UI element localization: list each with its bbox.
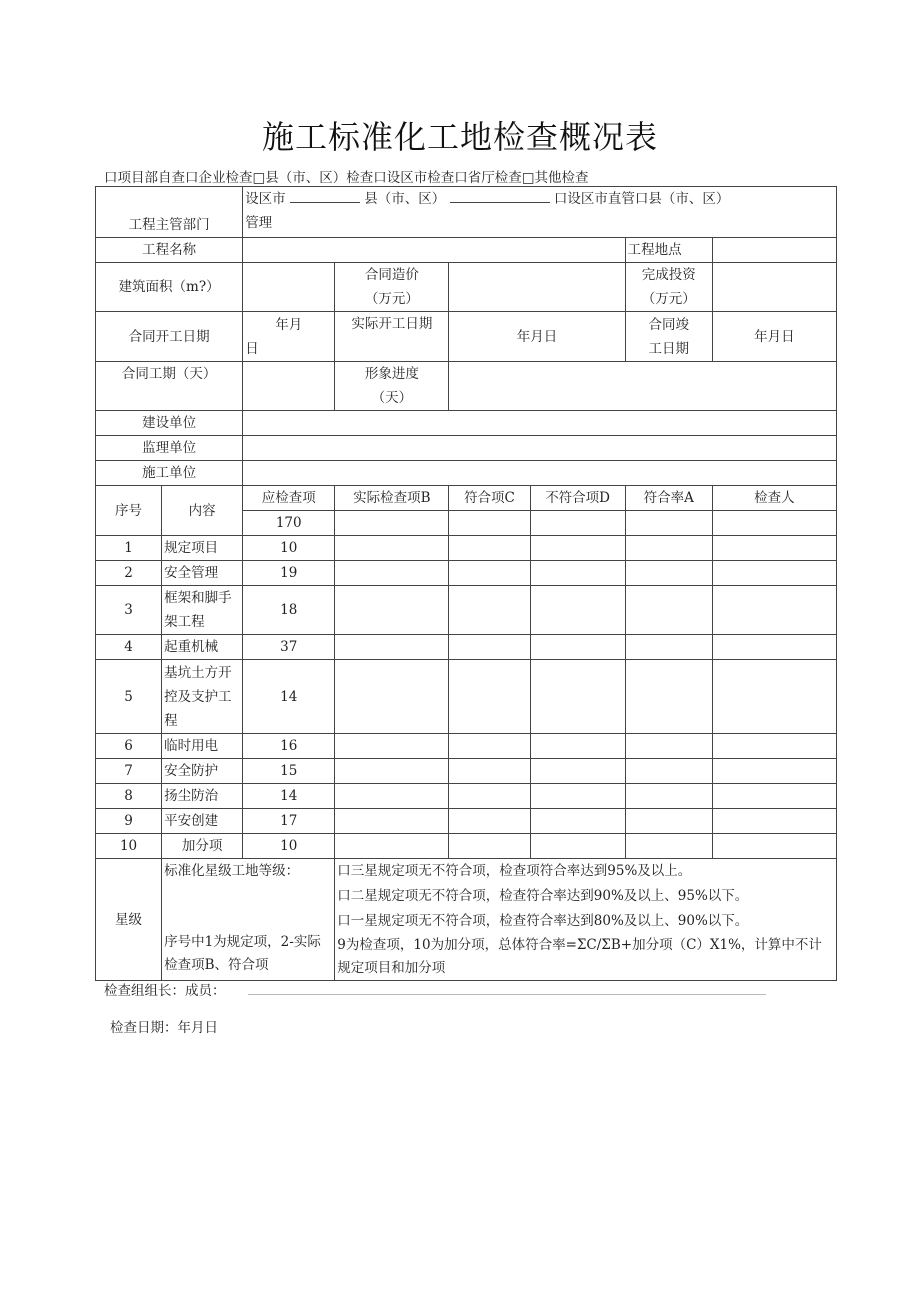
row-content: 起重机械	[162, 635, 243, 660]
contract-start-d: 日	[245, 340, 259, 357]
inspection-team-line: 检查组组长：成员：	[104, 983, 226, 999]
supervisor-row	[96, 436, 837, 461]
contract-cost-field[interactable]	[449, 263, 625, 312]
row-noncompliant[interactable]	[530, 635, 625, 660]
row-noncompliant[interactable]	[530, 586, 625, 635]
star-note: 序号中1为规定项，2-实际检查项B、符合项	[164, 934, 321, 973]
row-noncompliant[interactable]	[530, 809, 625, 834]
row-compliant[interactable]	[449, 834, 530, 859]
contractor-row	[96, 461, 837, 486]
row-actual[interactable]	[335, 809, 449, 834]
table-row	[96, 759, 837, 784]
completed-invest-field[interactable]	[712, 263, 836, 312]
row-compliant[interactable]	[449, 536, 530, 561]
row-inspector[interactable]	[712, 809, 836, 834]
col-actual: 实际检查项B	[335, 486, 449, 511]
row-seq: 6	[96, 734, 162, 759]
contract-start-field[interactable]	[243, 312, 335, 362]
contractor-label: 施工单位	[96, 461, 243, 486]
col-seq: 序号	[96, 486, 162, 536]
completed-invest-text: 完成投资	[641, 267, 696, 283]
table-row	[96, 660, 837, 734]
rate-total-cell[interactable]	[625, 511, 712, 536]
area-field[interactable]	[243, 263, 335, 312]
dept-county-label: 县（市、区）	[364, 191, 446, 207]
row-actual[interactable]	[335, 734, 449, 759]
col-compliant: 符合项C	[449, 486, 530, 511]
row-noncompliant[interactable]	[530, 561, 625, 586]
row-compliant[interactable]	[449, 635, 530, 660]
row-rate[interactable]	[625, 759, 712, 784]
row-inspector[interactable]	[712, 635, 836, 660]
row-required: 37	[243, 635, 335, 660]
row-content: 安全管理	[162, 561, 243, 586]
column-header-row	[96, 486, 837, 511]
row-seq: 5	[96, 660, 162, 734]
completed-invest-unit: （万元）	[641, 291, 696, 307]
row-inspector[interactable]	[712, 536, 836, 561]
row-rate[interactable]	[625, 635, 712, 660]
col-inspector: 检查人	[712, 486, 836, 511]
row-actual[interactable]	[335, 834, 449, 859]
star-rule-two[interactable]: 口二星规定项无不符合项，检查符合率达到90%及以上、95%以下。	[337, 888, 749, 904]
row-seq: 4	[96, 635, 162, 660]
contract-finish-label	[625, 312, 712, 362]
row-actual[interactable]	[335, 660, 449, 734]
row-noncompliant[interactable]	[530, 734, 625, 759]
row-actual[interactable]	[335, 586, 449, 635]
dept-manage-label: 管理	[245, 215, 273, 231]
row-required: 14	[243, 660, 335, 734]
row-compliant[interactable]	[449, 660, 530, 734]
dept-direct-options: 口设区市直管口县（市、区）	[553, 191, 730, 207]
row-rate[interactable]	[625, 809, 712, 834]
check-type-options: 口项目部自查口企业检查□县（市、区）检查口设区市检查口省厅检查□其他检查	[104, 170, 589, 186]
row-inspector[interactable]	[712, 586, 836, 635]
area-label: 建筑面积（m?）	[96, 263, 243, 312]
row-seq: 3	[96, 586, 162, 635]
table-row	[96, 834, 837, 859]
actual-start-label: 实际开工日期	[335, 312, 449, 362]
actual-total-cell[interactable]	[335, 511, 449, 536]
row-content: 加分项	[162, 834, 243, 859]
row-actual[interactable]	[335, 561, 449, 586]
row-compliant[interactable]	[449, 734, 530, 759]
row-noncompliant[interactable]	[530, 784, 625, 809]
page-title: 施工标准化工地检查概况表	[261, 118, 658, 156]
row-required: 17	[243, 809, 335, 834]
compliant-total-cell[interactable]	[449, 511, 530, 536]
dept-city-label: 设区市	[245, 191, 286, 207]
builder-row	[96, 411, 837, 436]
star-rules-cell	[335, 859, 837, 981]
dept-value[interactable]	[243, 187, 837, 238]
period-row	[96, 362, 837, 411]
row-content: 临时用电	[162, 734, 243, 759]
supervisor-label: 监理单位	[96, 436, 243, 461]
star-grade-label: 标准化星级工地等级：	[164, 863, 300, 879]
row-required: 14	[243, 784, 335, 809]
dates-row	[96, 312, 837, 362]
row-inspector[interactable]	[712, 561, 836, 586]
row-rate[interactable]	[625, 784, 712, 809]
dept-city-blank[interactable]	[290, 190, 360, 203]
progress-text: 形象进度	[364, 366, 419, 382]
row-content: 框架和脚手架工程	[162, 586, 243, 635]
table-row	[96, 784, 837, 809]
row-noncompliant[interactable]	[530, 834, 625, 859]
project-name-row	[96, 238, 837, 263]
star-row	[96, 859, 837, 981]
row-required: 15	[243, 759, 335, 784]
row-seq: 2	[96, 561, 162, 586]
project-name-field[interactable]	[243, 238, 625, 263]
row-content: 平安创建	[162, 809, 243, 834]
table-row	[96, 734, 837, 759]
project-location-label: 工程地点	[625, 238, 712, 263]
contract-cost-text: 合同造价	[364, 267, 419, 283]
row-compliant[interactable]	[449, 759, 530, 784]
contract-start-label: 合同开工日期	[96, 312, 243, 362]
table-row	[96, 809, 837, 834]
star-rule-three[interactable]: 口三星规定项无不符合项，检查项符合率达到95%及以上。	[337, 863, 692, 879]
row-noncompliant[interactable]	[530, 536, 625, 561]
dept-county-blank[interactable]	[450, 190, 550, 203]
noncompliant-total-cell[interactable]	[530, 511, 625, 536]
project-location-field[interactable]	[712, 238, 836, 263]
row-actual[interactable]	[335, 536, 449, 561]
row-content: 安全防护	[162, 759, 243, 784]
area-cost-row	[96, 263, 837, 312]
star-label: 星级	[96, 859, 162, 981]
row-rate[interactable]	[625, 734, 712, 759]
contract-period-field[interactable]	[243, 362, 335, 411]
row-compliant[interactable]	[449, 586, 530, 635]
contract-cost-label	[335, 263, 449, 312]
contract-start-ym: 年月	[275, 316, 303, 333]
actual-start-field[interactable]: 年月日	[449, 312, 625, 362]
col-required: 应检查项	[243, 486, 335, 511]
table-row	[96, 586, 837, 635]
row-compliant[interactable]	[449, 809, 530, 834]
row-seq: 10	[96, 834, 162, 859]
supervisor-field[interactable]	[243, 436, 837, 461]
builder-label: 建设单位	[96, 411, 243, 436]
star-grade-cell	[162, 859, 335, 981]
table-row	[96, 635, 837, 660]
row-required: 19	[243, 561, 335, 586]
row-required: 16	[243, 734, 335, 759]
inspection-date-line: 检查日期：年月日	[110, 1020, 218, 1036]
row-rate[interactable]	[625, 586, 712, 635]
row-content: 规定项目	[162, 536, 243, 561]
inspector-total-cell[interactable]	[712, 511, 836, 536]
row-compliant[interactable]	[449, 784, 530, 809]
row-inspector[interactable]	[712, 759, 836, 784]
contract-cost-unit: （万元）	[364, 291, 419, 307]
contract-finish-field[interactable]: 年月日	[712, 312, 836, 362]
required-total: 170	[243, 511, 335, 536]
row-seq: 8	[96, 784, 162, 809]
builder-field[interactable]	[243, 411, 837, 436]
col-rate: 符合率A	[625, 486, 712, 511]
contract-finish-text-b: 工日期	[648, 340, 689, 357]
row-rate[interactable]	[625, 660, 712, 734]
row-content: 扬尘防治	[162, 784, 243, 809]
row-seq: 1	[96, 536, 162, 561]
star-rule-one[interactable]: 口一星规定项无不符合项，检查符合率达到80%及以上、90%以下。	[337, 913, 749, 929]
row-inspector[interactable]	[712, 834, 836, 859]
contract-finish-text-a: 合同竣	[648, 316, 689, 333]
row-rate[interactable]	[625, 834, 712, 859]
inspection-form-table	[95, 186, 837, 981]
row-inspector[interactable]	[712, 784, 836, 809]
col-noncompliant: 不符合项D	[530, 486, 625, 511]
contractor-field[interactable]	[243, 461, 837, 486]
row-noncompliant[interactable]	[530, 759, 625, 784]
row-actual[interactable]	[335, 759, 449, 784]
row-seq: 7	[96, 759, 162, 784]
completed-invest-label	[625, 263, 712, 312]
dept-label: 工程主管部门	[96, 187, 243, 238]
col-content: 内容	[162, 486, 243, 536]
row-required: 10	[243, 834, 335, 859]
row-content: 基坑土方开控及支护工程	[162, 660, 243, 734]
row-rate[interactable]	[625, 561, 712, 586]
row-actual[interactable]	[335, 635, 449, 660]
dept-row	[96, 187, 837, 238]
table-row	[96, 561, 837, 586]
members-underline[interactable]	[248, 994, 766, 995]
progress-unit: （天）	[371, 390, 413, 406]
contract-period-label: 合同工期（天）	[96, 362, 243, 411]
row-required: 10	[243, 536, 335, 561]
row-rate[interactable]	[625, 536, 712, 561]
star-formula: 9为检查项，10为加分项，总体符合率=ΣC/ΣB+加分项（C）X1%，计算中不计规定项目和加分项	[337, 937, 822, 976]
progress-label	[335, 362, 449, 411]
project-name-label: 工程名称	[96, 238, 243, 263]
row-inspector[interactable]	[712, 734, 836, 759]
row-seq: 9	[96, 809, 162, 834]
row-compliant[interactable]	[449, 561, 530, 586]
table-row	[96, 536, 837, 561]
progress-field[interactable]	[449, 362, 837, 411]
row-actual[interactable]	[335, 784, 449, 809]
row-required: 18	[243, 586, 335, 635]
row-noncompliant[interactable]	[530, 660, 625, 734]
row-inspector[interactable]	[712, 660, 836, 734]
